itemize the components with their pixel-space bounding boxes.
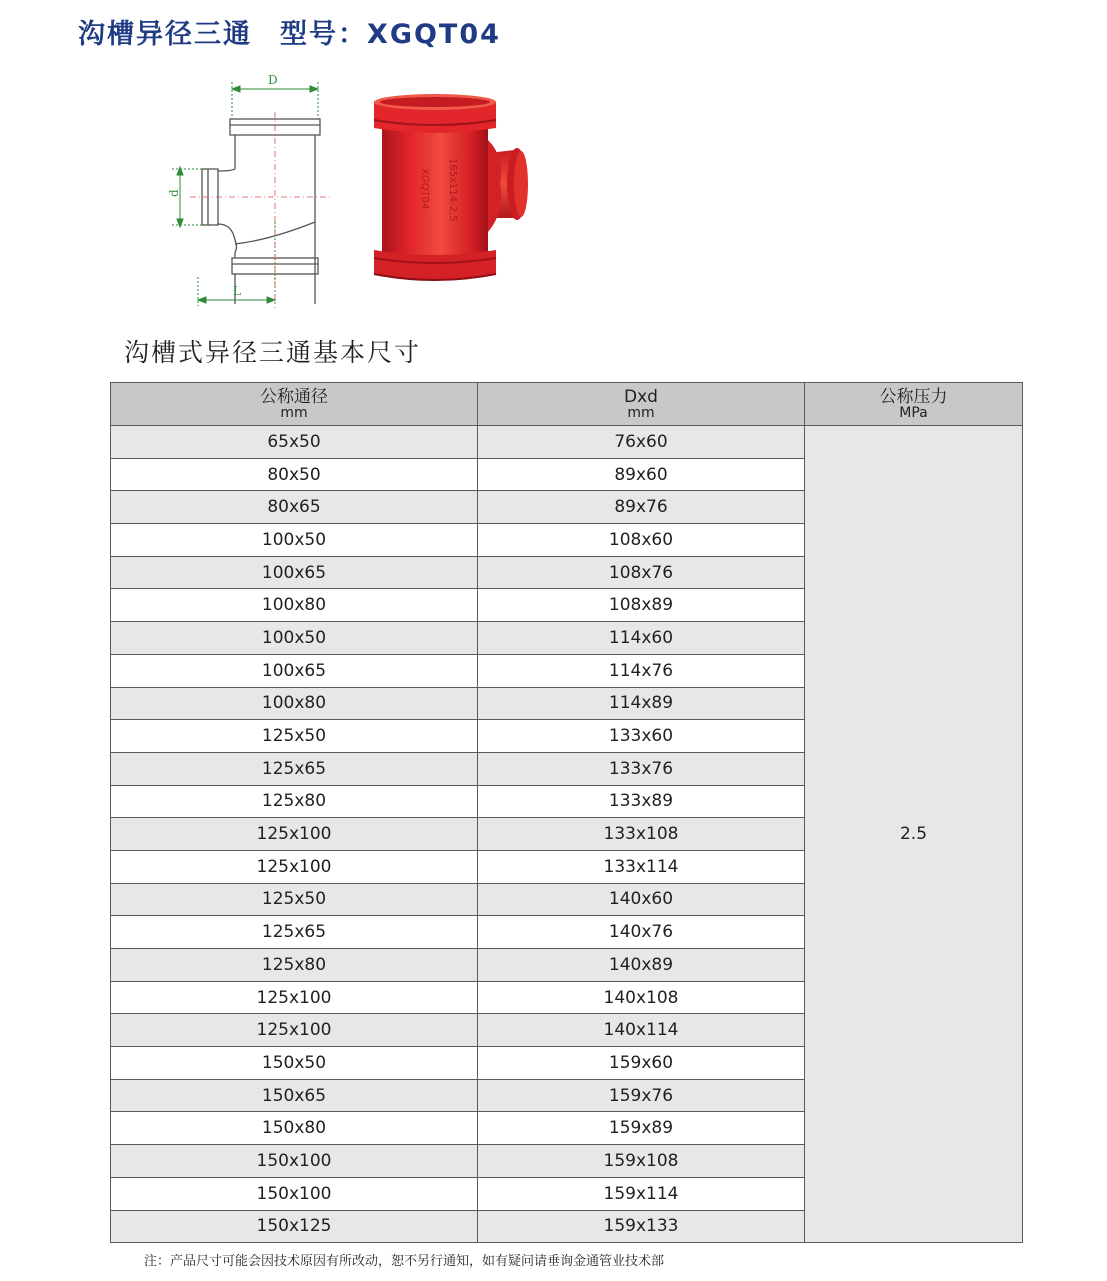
header-label: 公称压力 (879, 386, 948, 407)
cell-nominal-diameter: 150x80 (111, 1112, 478, 1145)
cell-dxd: 133x76 (478, 752, 805, 785)
footnote: 注：产品尺寸可能会因技术原因有所改动，恕不另行通知，如有疑问请垂询金通管业技术部 (144, 1254, 665, 1269)
cell-dxd: 140x114 (478, 1014, 805, 1047)
cell-dxd: 140x76 (478, 916, 805, 949)
cell-nominal-diameter: 100x65 (111, 654, 478, 687)
cell-dxd: 159x89 (478, 1112, 805, 1145)
product-figures (160, 72, 560, 312)
cell-nominal-diameter: 125x50 (111, 883, 478, 916)
cell-nominal-diameter: 150x125 (111, 1210, 478, 1243)
cell-dxd: 89x76 (478, 491, 805, 524)
cell-nominal-diameter: 125x65 (111, 916, 478, 949)
cell-nominal-diameter: 150x50 (111, 1047, 478, 1080)
product-photo (160, 72, 560, 312)
dimension-label-D: D (268, 73, 278, 87)
cell-nominal-diameter: 150x100 (111, 1177, 478, 1210)
cell-nominal-diameter: 125x80 (111, 785, 478, 818)
cell-nominal-diameter: 125x100 (111, 850, 478, 883)
dimensions-table (110, 382, 1023, 1243)
cell-nominal-diameter: 125x100 (111, 1014, 478, 1047)
cell-nominal-diameter: 125x50 (111, 720, 478, 753)
cell-dxd: 140x89 (478, 949, 805, 982)
cell-nominal-diameter: 125x80 (111, 949, 478, 982)
cell-dxd: 140x108 (478, 981, 805, 1014)
cell-dxd: 133x114 (478, 850, 805, 883)
cell-dxd: 108x89 (478, 589, 805, 622)
cell-dxd: 114x76 (478, 654, 805, 687)
cell-dxd: 140x60 (478, 883, 805, 916)
header-unit: MPa (899, 404, 928, 421)
cell-dxd: 133x89 (478, 785, 805, 818)
cast-mark-model: XGQT04 (419, 168, 430, 210)
cell-dxd: 89x60 (478, 458, 805, 491)
cell-nominal-diameter: 150x65 (111, 1079, 478, 1112)
cell-pressure: 2.5 (805, 426, 1023, 1243)
dimension-label-L: L (233, 284, 241, 298)
table-title: 沟槽式异径三通基本尺寸 (124, 338, 422, 367)
header-unit: mm (280, 404, 308, 421)
table-header-row (111, 383, 1023, 426)
cell-dxd: 159x76 (478, 1079, 805, 1112)
cell-nominal-diameter: 125x65 (111, 752, 478, 785)
product-name: 沟槽异径三通 (78, 19, 252, 50)
cell-dxd: 108x76 (478, 556, 805, 589)
model-number: 型号：XGQT04 (280, 19, 501, 50)
header-dxd (478, 383, 805, 426)
cell-dxd: 114x60 (478, 622, 805, 655)
cell-dxd: 159x60 (478, 1047, 805, 1080)
header-nominal-pressure (805, 383, 1023, 426)
cell-nominal-diameter: 100x50 (111, 622, 478, 655)
cell-dxd: 133x60 (478, 720, 805, 753)
header-nominal-diameter (111, 383, 478, 426)
cell-dxd: 133x108 (478, 818, 805, 851)
cast-mark-size: 165x114-2.5 (447, 158, 458, 222)
header-unit: mm (627, 404, 655, 421)
cell-nominal-diameter: 80x50 (111, 458, 478, 491)
table-body (111, 426, 1023, 1243)
cell-dxd: 159x133 (478, 1210, 805, 1243)
cell-nominal-diameter: 125x100 (111, 981, 478, 1014)
cell-nominal-diameter: 100x80 (111, 589, 478, 622)
cell-nominal-diameter: 100x50 (111, 524, 478, 557)
cell-nominal-diameter: 100x80 (111, 687, 478, 720)
cell-dxd: 114x89 (478, 687, 805, 720)
cell-nominal-diameter: 65x50 (111, 426, 478, 459)
cell-nominal-diameter: 150x100 (111, 1145, 478, 1178)
header-label: Dxd (624, 386, 658, 407)
dimension-label-d: d (167, 189, 181, 197)
cell-nominal-diameter: 100x65 (111, 556, 478, 589)
table-row (111, 426, 1023, 459)
cell-dxd: 159x114 (478, 1177, 805, 1210)
cell-dxd: 159x108 (478, 1145, 805, 1178)
cell-dxd: 76x60 (478, 426, 805, 459)
cell-nominal-diameter: 80x65 (111, 491, 478, 524)
cell-dxd: 108x60 (478, 524, 805, 557)
page-title (78, 12, 501, 51)
cell-nominal-diameter: 125x100 (111, 818, 478, 851)
header-label: 公称通径 (260, 386, 328, 407)
